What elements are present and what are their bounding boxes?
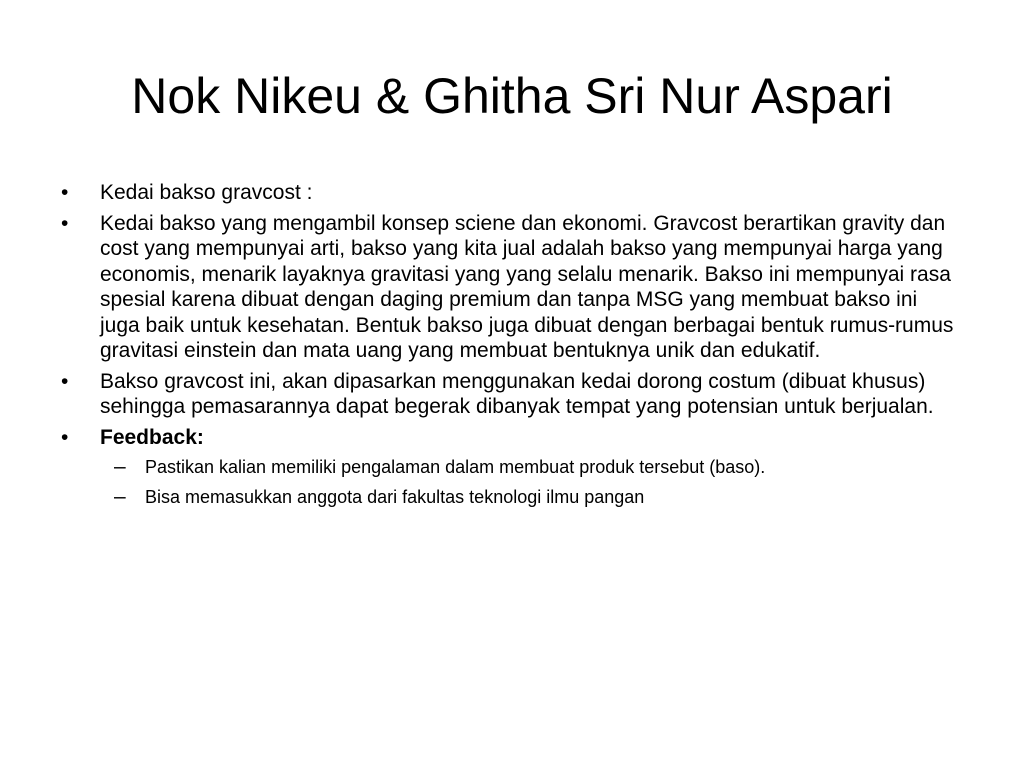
slide-title: Nok Nikeu & Ghitha Sri Nur Aspari [131, 68, 893, 124]
list-item [60, 180, 960, 206]
bullet-list [60, 180, 960, 516]
list-item [60, 369, 960, 420]
feedback-item [100, 486, 960, 508]
bullet-marker: • [61, 425, 69, 449]
list-item-feedback [60, 425, 960, 509]
list-item [60, 211, 960, 364]
feedback-text: Pastikan kalian memiliki pengalaman dalam membuat produk tersebut (baso). [145, 457, 766, 477]
bullet-text: Kedai bakso gravcost : [100, 181, 313, 204]
dash-marker: – [114, 485, 126, 508]
bullet-text: Bakso gravcost ini, akan dipasarkan menggunakan kedai dorong costum (dibuat khusus) sehingga pemasarannya dapat begerak dibanyak tempat yang potensian untuk berjualan. [100, 369, 934, 418]
feedback-text: Bisa memasukkan anggota dari fakultas teknologi ilmu pangan [145, 487, 645, 507]
bullet-text: Kedai bakso yang mengambil konsep sciene dan ekonomi. Gravcost berartikan gravity dan cost yang mempunyai arti, bakso yang kita jual adalah bakso yang mempunyai harga yang economis, menarik layaknya gravitasi yang yang selalu menarik. Bakso ini mempunyai rasa spesial karena dibuat dengan daging premium dan tanpa MSG yang membuat bakso ini juga baik untuk kesehatan. Bentuk bakso juga dibuat dengan berbagai bentuk rumus-rumus gravitasi einstein dan mata uang yang membuat bentuknya unik dan edukatif. [100, 211, 954, 362]
dash-marker: – [114, 455, 126, 478]
feedback-heading: Feedback: [100, 425, 204, 449]
bullet-marker: • [61, 181, 69, 204]
bullet-marker: • [61, 369, 69, 393]
bullet-marker: • [61, 211, 69, 235]
feedback-item [100, 456, 960, 478]
feedback-list [100, 456, 960, 508]
